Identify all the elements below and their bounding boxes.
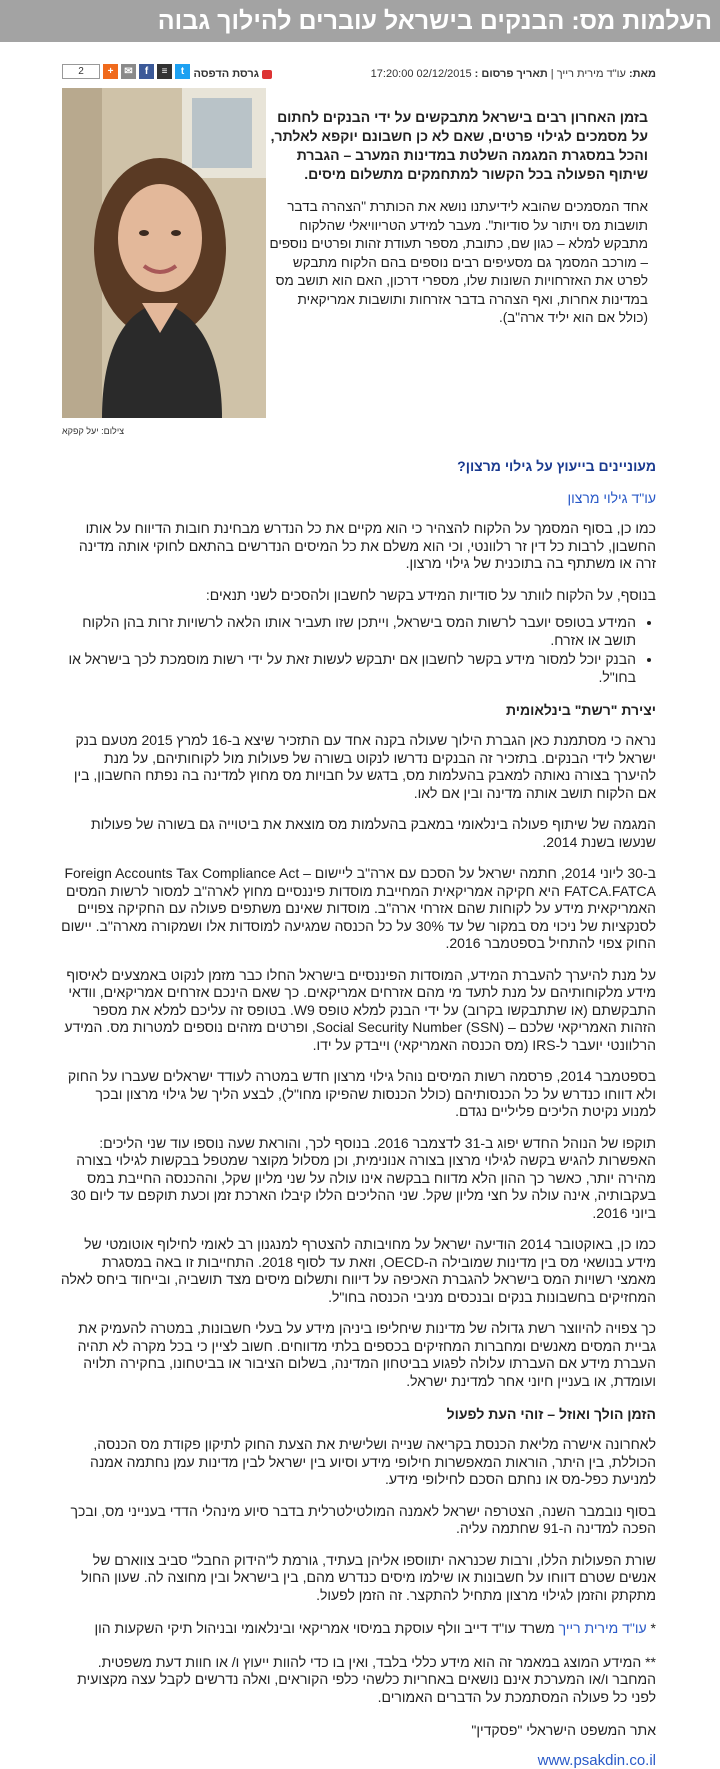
section-heading: יצירת "רשת" בינלאומית <box>506 702 656 718</box>
author-footnote <box>60 1620 656 1638</box>
body-paragraph: לאחרונה אישרה מליאת הכנסת בקריאה שנייה ושלישית את הצעת החוק לתיקון פקודת מס הכנסה, הכוללת, בין היתר, הוראות המאפשרות חילופי מידע וסיוע בין ישראל לבין מדינות עמן נחתמה אמנה למניעת כפל-מס או נחתם הסכם לחילופי מידע. <box>89 1436 656 1487</box>
lead-body: אחד המסמכים שהובא לידיעתנו נושא את הכותרת "הצהרה בדבר תושבות מס ויתור על סודיות". מעבר למידע הטריוויאלי שהלקוח מתבקש למלא – כגון שם, כתובת, מספר תעודת זהות ופרטים נוספים – מורכב המסמך גם מסעיפים רבים נוספים בהם הלקוח מתבקש לפרט את האזרחויות השונות שלו, מספרי דרכון, האם הוא תושב מס במדינות אחרות, ואף הצהרה בדבר אזרחות ותושבות אמריקאית (כולל אם הוא יליד ארה"ב). <box>269 199 648 325</box>
source-line: אתר המשפט הישראלי "פסקדין" <box>471 1722 656 1738</box>
section-heading: הזמן הולך ואוזל – זוהי העת לפעול <box>446 1406 656 1422</box>
email-share-icon[interactable]: ✉ <box>121 64 136 79</box>
site-link[interactable]: www.psakdin.co.il <box>537 1751 656 1769</box>
body-paragraph: כך צפויה להיווצר רשת גדולה של מדינות שיחליפו ביניהן מידע על בעלי חשבונות, במטרה להעמיק את גביית המסים מאנשים ומחברות המחזיקים בכספים בלתי מדווחים. חשוב לציין כי בכל מקרה לא תהיה העברת מידע אם העברתו עלולה לפגוע בביטחון המדינה, בשלום הציבור או בביטחונו, בחקירה תלויה ועומדת, או בעניין חיוני אחר למדינת ישראל. <box>77 1320 656 1389</box>
share-plus-icon[interactable]: + <box>103 64 118 79</box>
date-label: תאריך פרסום : <box>474 68 548 80</box>
portrait-illustration <box>62 88 266 418</box>
page-title: העלמות מס: הבנקים בישראל עוברים להילוך גבוה <box>0 0 720 42</box>
facebook-icon[interactable]: f <box>139 64 154 79</box>
lead-text <box>268 108 648 328</box>
share-count: 2 <box>62 64 100 79</box>
list-item: • הבנק יוכל למסור מידע בקשר לחשבון אם יתבקש לעשות זאת על ידי רשות מוסמכת לכך בישראל או בחו"ל. <box>60 651 636 686</box>
printer-icon <box>262 70 272 79</box>
footnote-marker: * <box>646 1620 656 1636</box>
byline: מאת: עו"ד מירית רייך | תאריך פרסום : 02/12/2015 17:20:00 <box>370 68 656 80</box>
article <box>0 62 720 1769</box>
voluntary-disclosure-link[interactable]: עו"ד גילוי מרצון <box>567 490 656 506</box>
body-paragraph: תוקפו של הנוהל החדש יפוג ב-31 לדצמבר 2016. בנוסף לכך, והוראת שעה נוספו עוד שני הליכים: האפשרות להגיש בקשה לגילוי מרצון בצורה אנונימית, וכן מסלול מקוצר שמטפל בבקשות לגילוי בצורה מהירה יותר, כאשר כך ההון הלא מדווח בבקשה אינו עולה על שני מליון שקל, וההכנסה החייבת במס בעקבותיה, אינה עולה על חצי מליון שקל. שני ההליכים הללו קיבלו הארכת זמן וכעת תוקפם עד ליום 30 ביוני 2016. <box>70 1134 656 1221</box>
body-paragraph: שורת הפעולות הללו, ורבות שכנראה יתווספו אליהן בעתיד, גורמת ל"הידוק החבל" סביב צווארם של אנשים שטרם דווחו על חשבונות או שילמו מיסים כנדרש מהם, בין בישראל ובין מחוצה לה. שעון החול מתקתק והזמן לגילוי מרצון מתחיל להתקצר. זה הזמן לפעול. <box>81 1551 656 1603</box>
body-paragraph: נראה כי מסתמנת כאן הגברת הילוך שעולה בקנה אחד עם התזכיר שיצא ב-16 למרץ 2015 מטעם בנק ישראל לידי הבנקים. בתזכיר זה הבנקים נדרשו לנקוט בשורה של פעולות מול לקוחותיהם, על מנת להיערך בצורה נאותה למאבק בהעלמות מס, בדגש על חבויות מס מחוץ למדינה בה נפתח החשבון, בין אם הלקוח תושב אותה מדינה ובין אם לאו. <box>73 732 656 801</box>
body-paragraph: המגמה של שיתוף פעולה בינלאומי במאבק בהעלמות מס מוצאת את ביטוייה גם בשורה של פעולות שנעשו בשנת 2014. <box>90 816 656 850</box>
photo-caption: צילום: יעל קפקא <box>62 426 125 436</box>
conditions-list <box>60 614 656 686</box>
body-paragraph: כמו כן, בסוף המסמך על הלקוח להצהיר כי הוא מקיים את כל הנדרש מבחינת חובות הדיווח על אותו החשבון, לרבות כל דין זר רלוונטי, וכי הוא משלם את כל המיסים הנדרשים בהתאם לחוקי אותה מדינה זרה או משתתף בה בתוכנית של גילוי מרצון. <box>78 520 656 571</box>
article-meta <box>60 62 656 88</box>
author-photo <box>62 88 266 418</box>
list-item: • המידע בטופס יועבר לרשות המס בישראל, וייתכן שזו תעביר אותו הלאה לרשויות זרות בהן הלקוח תושב או אזרח. <box>60 614 636 649</box>
consult-question: מעוניינים בייעוץ על גילוי מרצון? <box>457 458 656 474</box>
author-label: מאת: <box>628 68 656 80</box>
lead-section <box>60 88 656 436</box>
buffer-icon[interactable]: ≡ <box>157 64 172 79</box>
author-link[interactable]: עו"ד מירית רייך <box>558 1620 647 1636</box>
body-paragraph: כמו כן, באוקטובר 2014 הודיעה ישראל על מחויבותה להצטרף למנגנון רב לאומי לחילוף אוטומטי של מידע בנושאי מס בין מדינות שמובילה ה-OECD, וזאת עד לסוף 2018. התחייבות זו באה במסגרת מאמצי רשויות המס בישראל להגברת האכיפה על דיווח ותשלום מיסים מצד תושביה, ובייחוד ביחס לאלה המחזיקים בחשבונות בנקים ובנכסים מניבי הכנסה בחו"ל. <box>60 1236 656 1305</box>
share-bar <box>62 64 190 79</box>
print-version-link[interactable] <box>194 68 273 80</box>
lead-paragraph: בזמן האחרון רבים בישראל מתבקשים על ידי הבנקים לחתום על מסמכים לגילוי פרטים, שאם לא כן חשבונם יוקפא לאלתר, והכל במסגרת המגמה השלטת במדינות המערב – הגברת שיתוף הפעולה בכל הקשור למתחמקים מתשלום מיסים. <box>270 109 648 182</box>
body-paragraph: בנוסף, על הלקוח לוותר על סודיות המידע בקשר לחשבון ולהסכים לשני תנאים: <box>205 586 656 603</box>
publish-date: 02/12/2015 17:20:00 <box>370 68 472 80</box>
twitter-icon[interactable]: t <box>175 64 190 79</box>
body-paragraph: בספטמבר 2014, פרסמה רשות המיסים נוהל גילוי מרצון חדש במטרה לעודד ישראלים שעברו על החוק ולא דווחו כנדרש על כל הכנסותיהם (כולל הכנסות שהפיקו מחו"ל), לבצע הליך של גילוי מרצון ובכך למנוע נקיטת הליכים פליליים נגדם. <box>67 1068 656 1119</box>
disclaimer-footnote: ** המידע המוצג במאמר זה הוא מידע כללי בלבד, ואין בו כדי להוות ייעוץ ו/ או חוות דעת משפטית. המחבר ו/או המערכת אינם נושאים באחריות כלשהי כלפי הקוראים, ואלה נדרשים לקבל עצה מקצועית לפני כל פעולה המסתמכת על הדברים האמורים. <box>77 1653 656 1705</box>
footnote-text: משרד עו"ד דייב וולף עוסקת במיסוי אמריקאי ובינלאומי ובניהול תיקי השקעות הון <box>94 1620 559 1636</box>
print-label: גרסת הדפסה <box>193 68 259 80</box>
author-name: עו"ד מירית רייך <box>556 68 626 80</box>
body-paragraph: על מנת להיערך להעברת המידע, המוסדות הפיננסיים בישראל החלו כבר מזמן לנקוט באמצעים לאיסוף מידע מלקוחותיהם על מנת לתעד מי מהם אזרחים אמריקאים. כך שאם הינכם אזרחים אמריקאים, וודאי התבקשתם (או שתתבקשו בקרוב) על ידי הבנק למלא טופס W9. בטופס זה עליכם למלא את מספר הזהות האמריקאי שלכם – Social Security Number (SSN), ופרטים מזהים נוספים למטרות מס. המידע הרלוונטי יועבר ל-IRS (מס הכנסה האמריקאי) וייבדק על ידו. <box>64 966 656 1053</box>
body-paragraph: בסוף נובמבר השנה, הצטרפה ישראל לאמנה המולטילטרלית בדבר סיוע מינהלי הדדי בענייני מס, ובכך הפכה למדינה ה-91 שחתמה עליה. <box>70 1502 656 1536</box>
body-paragraph: ב-30 ליוני 2014, חתמה ישראל על הסכם עם ארה"ב ליישום Foreign Accounts Tax Compliance Act – FATCA.FATCA היא חקיקה אמריקאית המחייבת מוסדות פיננסיים מחוץ לארה"ב למסור לרשות המסים האמריקאית מידע על לקוחות שהם אזרחי ארה"ב. מוסדות שאינם משתפים פעולה עם החקיקה צפויים לסנקציות של ניכוי מס במקור של עד 30% על כל הכנסה שמגיעה למוסדות אלו ושמקורה מארה"ב. יישום החוק צפוי להתחיל בספטמבר 2016. <box>61 865 656 951</box>
